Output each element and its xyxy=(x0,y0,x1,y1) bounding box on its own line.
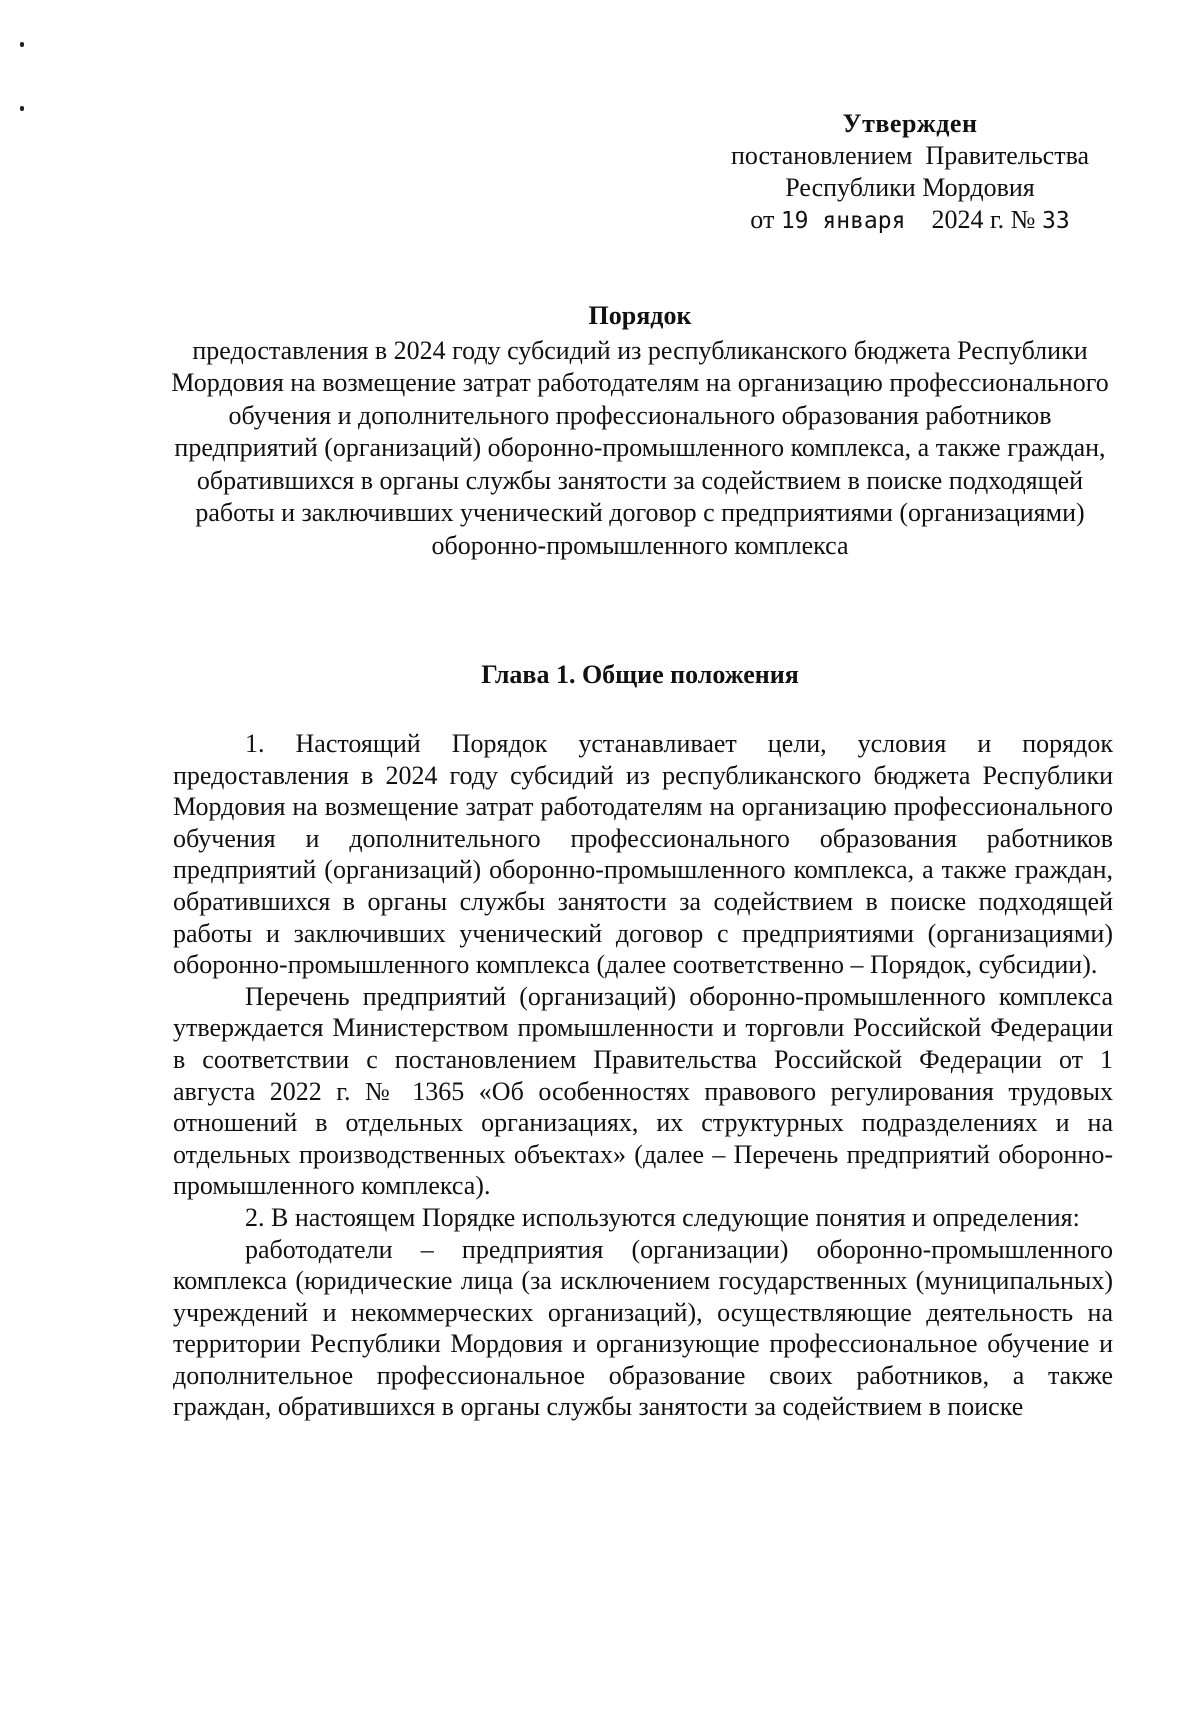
decree-number: 33 xyxy=(1042,208,1070,234)
chapter-heading: Глава 1. Общие положения xyxy=(481,660,799,689)
approval-date-line xyxy=(690,204,1130,237)
scan-speck xyxy=(20,42,24,47)
document-title-block xyxy=(170,300,1110,562)
date-day-month: 19 января xyxy=(780,208,906,234)
document-subtitle: предоставления в 2024 году субсидий из республиканского бюджета Республики Мордовия на возмещение затрат работодателям на организацию профессионального обучения и дополнительного профессионального образования работников предприятий (организаций) оборонно-промышленного комплекса, а также граждан, обратившихся в органы службы занятости за содействием в поиске подходящей работы и заключивших ученический договор с предприятиями (организациями) оборонно-промышленного комплекса xyxy=(171,335,1109,560)
scan-speck xyxy=(20,106,24,111)
paragraph-4: работодатели – предприятия (организации) оборонно-промышленного комплекса (юридические лица (за исключением государственных (муниципальных) учреждений и некоммерческих организаций), осуществляющие деятельность на территории Республики Мордовия и организующие профессиональное обучение и дополнительное профессиональное образование своих работников, а также граждан, обратившихся в органы службы занятости за содействием в поиске xyxy=(173,1234,1113,1422)
date-year: 2024 г. № xyxy=(931,205,1036,234)
approval-line-1: постановлением Правительства xyxy=(730,141,1090,170)
date-prefix: от xyxy=(750,205,775,234)
paragraph-1: 1. Настоящий Порядок устанавливает цели, условия и порядок предоставления в 2024 году субсидий из республиканского бюджета Республики Мордовия на возмещение затрат работодателям на организацию профессионального обучения и дополнительного профессионального образования работников предприятий (организаций) оборонно-промышленного комплекса, а также граждан, обратившихся в органы службы занятости за содействием в поиске подходящей работы и заключивших ученический договор с предприятиями (организациями) оборонно-промышленного комплекса (далее соответственно – Порядок, субсидии). xyxy=(173,729,1113,980)
document-body xyxy=(173,728,1113,1423)
approval-heading: Утвержден xyxy=(842,109,978,138)
document-title: Порядок xyxy=(588,301,692,330)
paragraph-3: 2. В настоящем Порядке используются следующие понятия и определения: xyxy=(245,1202,1080,1232)
approval-stamp-block xyxy=(690,108,1130,237)
paragraph-2: Перечень предприятий (организаций) оборонно-промышленного комплекса утверждается Министерством промышленности и торговли Российской Федерации в соответствии с постановлением Правительства Российской Федерации от 1 августа 2022 г. № 1365 «Об особенностях правового регулирования трудовых отношений в отдельных организациях, их структурных подразделениях и на отдельных производственных объектах» (далее – Перечень предприятий оборонно-промышленного комплекса). xyxy=(173,981,1113,1201)
approval-line-2: Республики Мордовия xyxy=(785,173,1035,202)
